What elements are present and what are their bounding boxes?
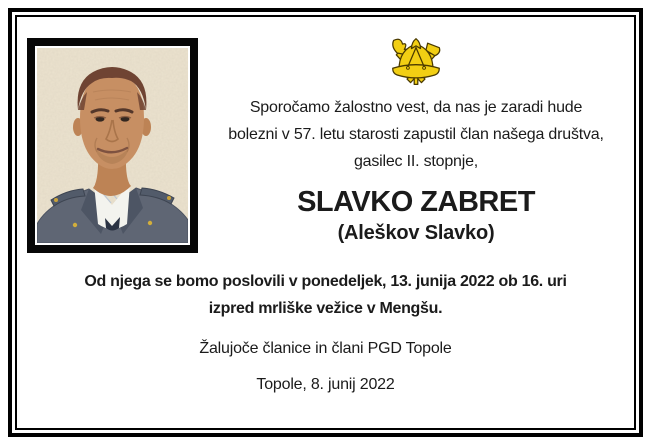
- portrait-photo-frame: [27, 38, 198, 253]
- outer-border-frame: [8, 8, 643, 437]
- notice-content: [17, 17, 634, 428]
- intro-line-2: bolezni v 57. letu starosti zapustil član našega društva,: [228, 126, 604, 143]
- portrait-photo: [37, 48, 188, 243]
- dateline: Topole, 8. junij 2022: [256, 376, 395, 393]
- intro-line-1: Sporočamo žalostno vest, da nas je zaradi hude: [249, 99, 583, 116]
- farewell-line-1: Od njega se bomo poslovili v ponedeljek, 13. junija 2022 ob 16. uri: [84, 273, 567, 290]
- mourners-line: Žalujoče članice in člani PGD Topole: [199, 340, 452, 357]
- farewell-line-2: izpred mrliške vežice v Mengšu.: [208, 300, 443, 317]
- announcement-column: [198, 17, 634, 246]
- inner-border-frame: [15, 15, 636, 430]
- farewell-paragraph: [17, 268, 634, 322]
- intro-line-3: gasilec II. stopnje,: [353, 153, 479, 170]
- deceased-nickname: (Aleškov Slavko): [337, 222, 495, 244]
- deceased-name: SLAVKO ZABRET: [297, 186, 535, 218]
- intro-paragraph: [198, 94, 634, 175]
- firefighter-emblem-icon: [198, 36, 634, 88]
